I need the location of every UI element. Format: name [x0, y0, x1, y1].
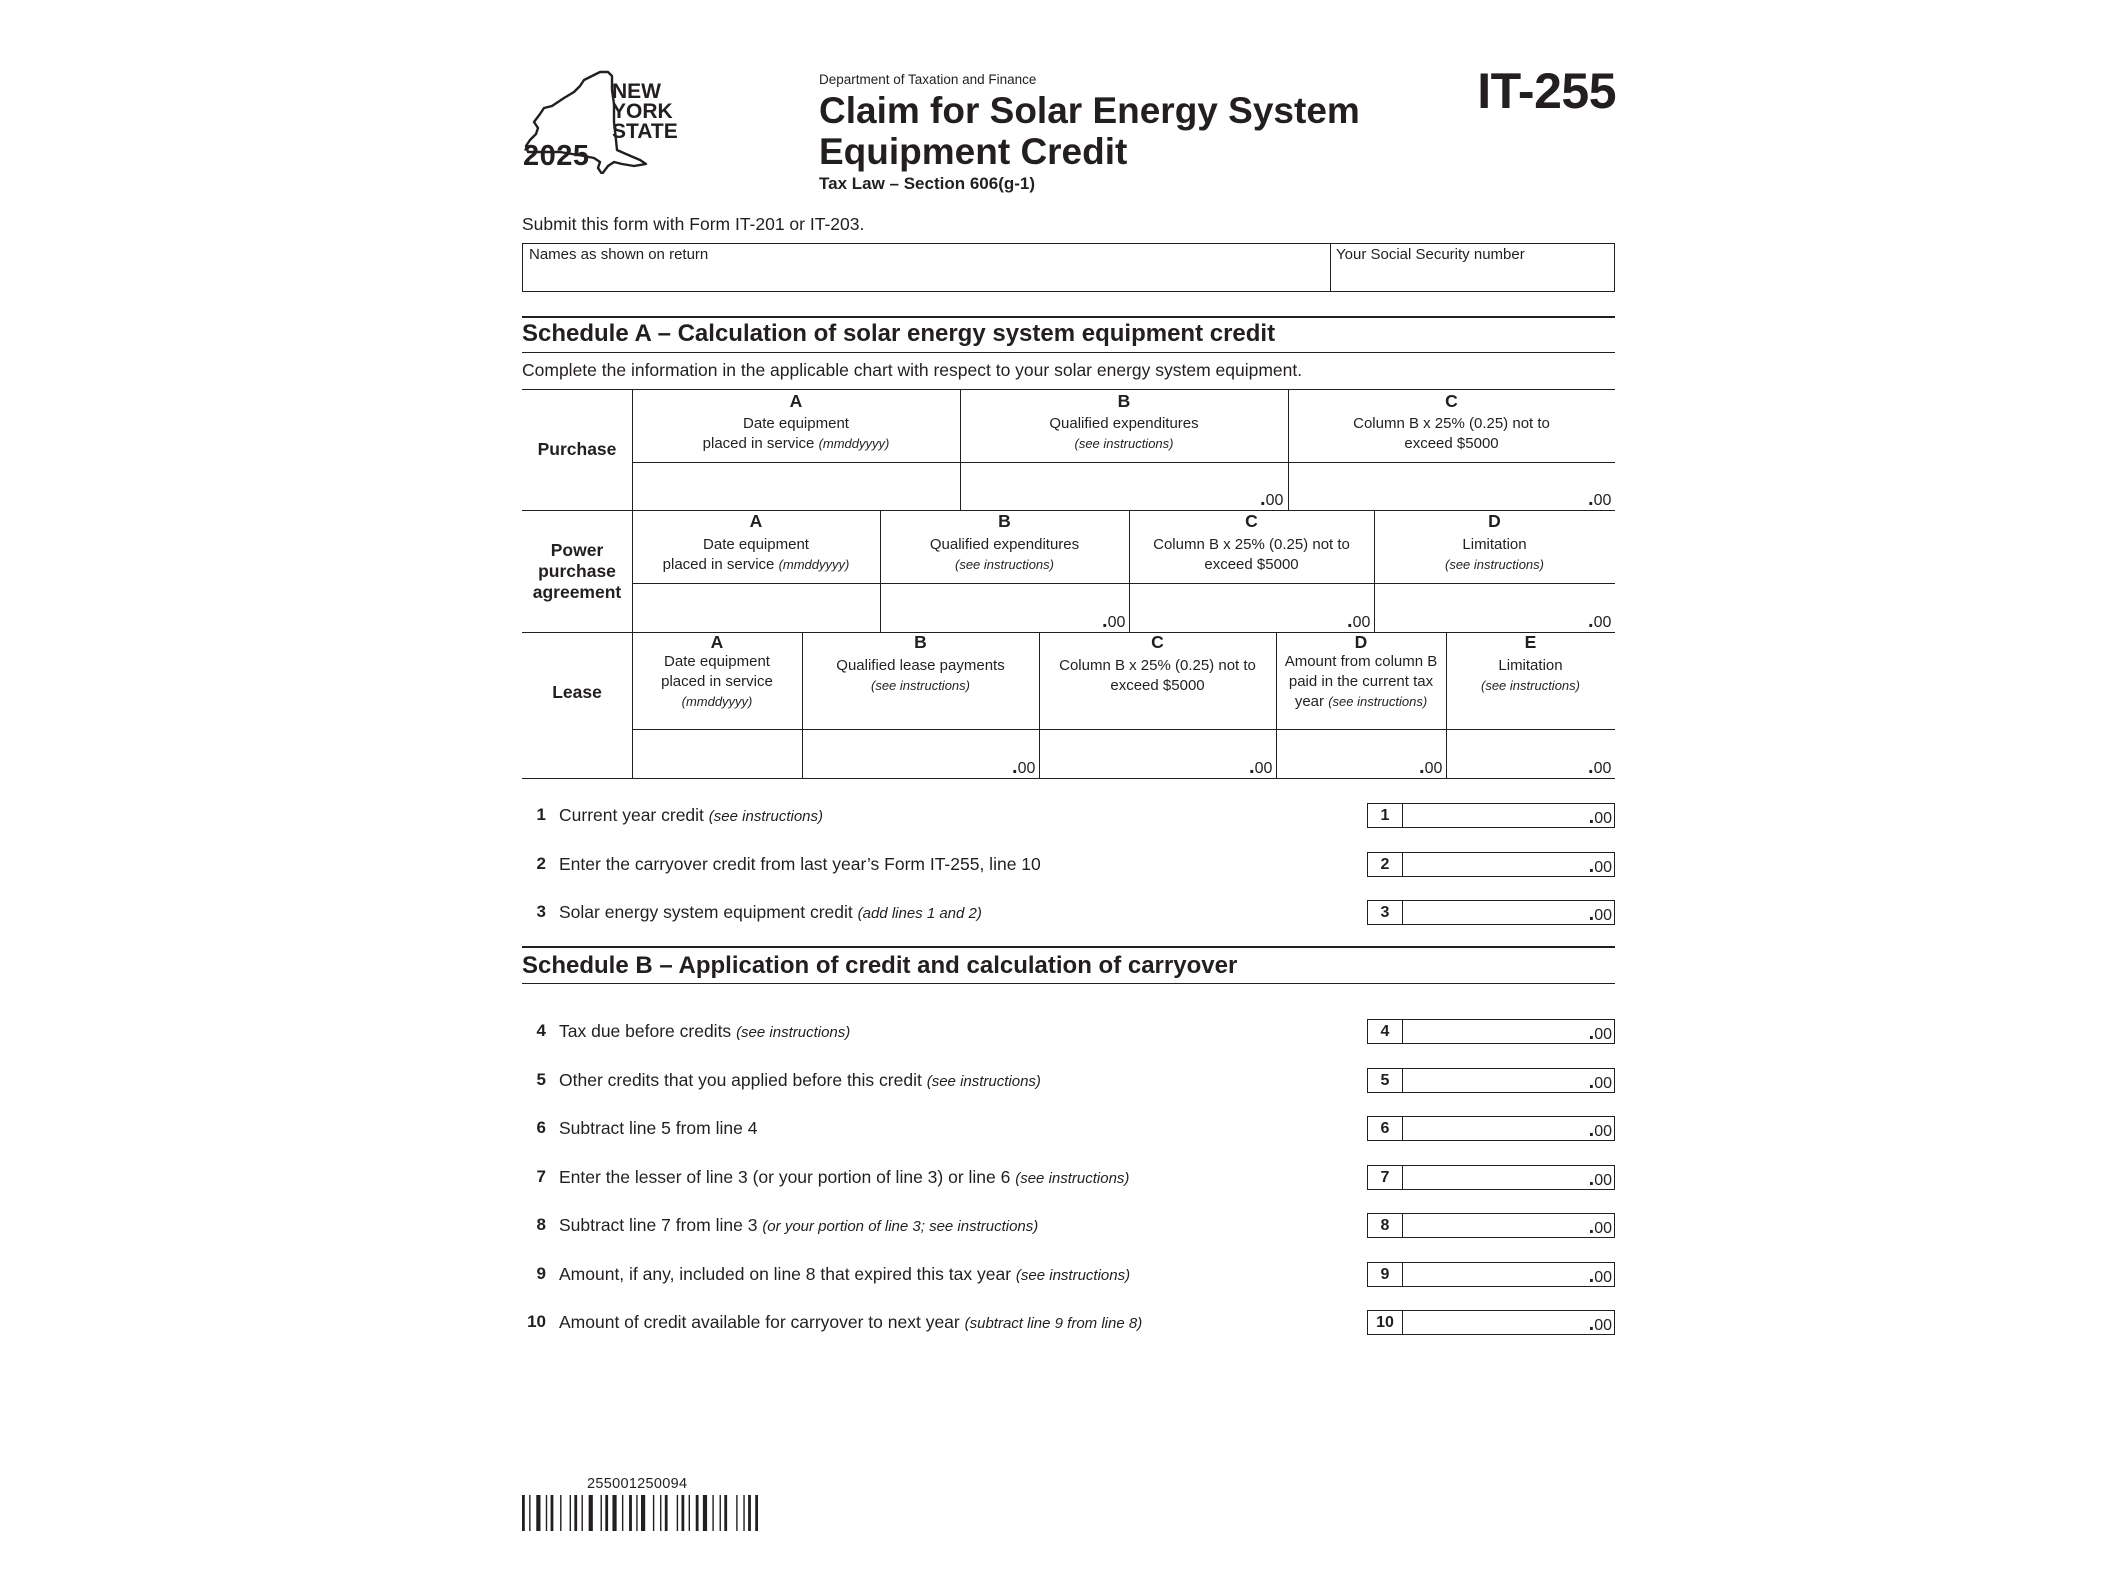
line-note: (see instructions) [1015, 1169, 1130, 1187]
line-text: Amount of credit available for carryover to next year [559, 1312, 960, 1332]
lease-d-cents: .00 [1419, 756, 1443, 778]
line-number: 2 [536, 853, 546, 873]
col-note: (mmddyyyy) [778, 557, 850, 572]
col-letter: B [914, 632, 927, 652]
amount-cents: .00 [1588, 1313, 1612, 1335]
col-note: (see instructions) [1445, 557, 1544, 572]
col-desc-2 [632, 555, 880, 575]
schedule-b-top-rule [522, 946, 1615, 948]
ppa-d-cents: .00 [1588, 610, 1612, 632]
barcode-bar [536, 1495, 540, 1531]
col-desc: Column B x 25% (0.25) not to [1353, 415, 1550, 432]
line-text: Amount, if any, included on line 8 that expired this tax year [559, 1263, 1012, 1284]
col-desc-2: paid in the current tax [1288, 673, 1434, 690]
line-text: Other credits that you applied before this credit [559, 1069, 922, 1090]
form-line-1 [522, 803, 1615, 829]
barcode-bar [736, 1495, 737, 1531]
department-name: Department of Taxation and Finance [819, 72, 1037, 87]
schedule-b-bottom-rule [522, 983, 1615, 984]
rule [522, 389, 1615, 390]
barcode-bar [605, 1495, 608, 1531]
cents-text: 00 [1265, 492, 1284, 509]
ppa-limitation-input[interactable] [1375, 584, 1615, 632]
line-6-amount-input[interactable] [1367, 1116, 1615, 1141]
box-line-number: 2 [1368, 853, 1403, 876]
line-1-amount-input[interactable] [1367, 803, 1615, 828]
col-desc: Qualified lease payments [836, 657, 1005, 674]
ppa-col-b-head [880, 512, 1129, 575]
col-desc-2: exceed $5000 [1110, 677, 1205, 694]
barcode-bar [629, 1495, 632, 1531]
col-desc-2 [632, 434, 960, 454]
col-desc-3-text: year [1294, 693, 1325, 710]
state-name [612, 82, 678, 142]
barcode-bar [641, 1495, 645, 1531]
schedule-b-title: Schedule B – Application of credit and calculation of carryover [522, 952, 1238, 979]
col-letter: A [749, 511, 763, 531]
purchase-date-input[interactable] [633, 463, 960, 510]
state-word-new: NEW [612, 80, 661, 103]
form-line-6 [522, 1116, 1615, 1142]
line-text: Solar energy system equipment credit [559, 902, 853, 922]
barcode-bar [622, 1495, 623, 1531]
line-note: (see instructions) [736, 1024, 851, 1041]
col-desc-2 [1374, 555, 1615, 575]
col-letter: D [1354, 632, 1368, 652]
barcode-bar [529, 1495, 530, 1531]
barcode-bar [636, 1495, 637, 1531]
submit-note: Submit this form with Form IT-201 or IT-203. [522, 214, 865, 234]
line-note: (see instructions) [926, 1072, 1041, 1090]
col-note: (see instructions) [955, 557, 1054, 572]
form-line-7 [522, 1165, 1615, 1191]
line-text: Current year credit [559, 805, 704, 825]
barcode-bar [748, 1495, 751, 1531]
ppa-col-d-head [1374, 512, 1615, 575]
line-text: Tax due before credits [559, 1021, 732, 1041]
col-letter: A [710, 632, 724, 652]
ppa-label-1: Power [550, 540, 604, 560]
ppa-date-input[interactable] [633, 584, 880, 632]
barcode-bar [660, 1495, 661, 1531]
barcode-bar [677, 1495, 678, 1531]
barcode-bar [570, 1495, 571, 1531]
barcode-bar [522, 1495, 525, 1531]
line-4-amount-input[interactable] [1367, 1019, 1615, 1044]
amount-cents: .00 [1588, 854, 1612, 877]
line-text: Enter the carryover credit from last year’s Form IT-255, line 10 [559, 853, 1041, 874]
box-line-number: 5 [1368, 1069, 1403, 1092]
col-desc-2-text: placed in service [702, 435, 815, 452]
col-desc: Limitation [1462, 536, 1527, 553]
cents-text: 00 [1107, 614, 1126, 631]
line-number: 10 [527, 1312, 546, 1331]
box-line-number: 6 [1368, 1117, 1403, 1140]
lease-label: Lease [552, 682, 602, 702]
purchase-col-c-head [1288, 392, 1615, 454]
line-7-amount-input[interactable] [1367, 1165, 1615, 1190]
form-line-3 [522, 900, 1615, 926]
form-line-2 [522, 852, 1615, 878]
col-note: (see instructions) [871, 678, 970, 693]
ppa-expenditures-input[interactable] [881, 584, 1129, 632]
cents-text: 00 [1352, 614, 1371, 631]
line-number: 3 [536, 902, 546, 921]
col-desc-2 [960, 434, 1288, 454]
line-note: (see instructions) [1015, 1266, 1131, 1284]
form-line-8 [522, 1213, 1615, 1239]
col-note: (see instructions) [1074, 436, 1174, 451]
col-desc-2-text: placed in service [662, 556, 775, 573]
barcode-bar [665, 1495, 668, 1531]
box-line-number: 1 [1368, 804, 1403, 827]
box-line-number: 7 [1368, 1166, 1403, 1189]
col-desc: Amount from column B [1284, 653, 1438, 670]
col-desc: Qualified expenditures [929, 536, 1080, 553]
barcode-bar [712, 1495, 713, 1531]
schedule-a-top-rule [522, 316, 1615, 318]
barcode-bar [755, 1495, 758, 1531]
box-line-number: 8 [1368, 1214, 1403, 1237]
cents-text: 00 [1593, 760, 1612, 777]
lease-c-cents: .00 [1249, 756, 1273, 778]
amount-cents: .00 [1588, 1264, 1612, 1287]
line-8-amount-input[interactable] [1367, 1213, 1615, 1238]
barcode-bar [696, 1495, 699, 1531]
col-desc: Qualified expenditures [1049, 415, 1199, 432]
barcode-bar [681, 1495, 684, 1531]
lease-credit-input[interactable] [1040, 730, 1276, 778]
col-desc-2 [802, 676, 1039, 696]
line-number: 4 [536, 1021, 546, 1040]
box-line-number: 4 [1368, 1020, 1403, 1043]
ppa-col-a-head [632, 512, 880, 575]
amount-cents: .00 [1588, 806, 1612, 828]
barcode-bar [724, 1495, 727, 1531]
line-number: 8 [536, 1215, 546, 1234]
barcode-bar [574, 1495, 577, 1531]
cents-text: 00 [1017, 760, 1036, 777]
col-desc-2: exceed $5000 [1204, 556, 1299, 573]
barcode-bar [653, 1495, 654, 1531]
amount-cents: .00 [1588, 1022, 1612, 1044]
ppa-label [522, 540, 632, 603]
form-line-4 [522, 1019, 1615, 1045]
form-line-5 [522, 1068, 1615, 1094]
col-note: (mmddyyyy) [681, 694, 753, 709]
form-year: 2025 [523, 140, 590, 172]
form-number: IT-255 [1477, 63, 1616, 119]
state-word-state: STATE [612, 120, 678, 143]
col-note: (see instructions) [1328, 694, 1428, 709]
col-letter: D [1488, 511, 1501, 531]
col-desc-2: placed in service [661, 673, 773, 690]
lease-e-cents: .00 [1588, 756, 1612, 778]
cents-text: 00 [1424, 760, 1443, 777]
ppa-c-cents: .00 [1347, 610, 1371, 632]
col-desc-2 [880, 555, 1129, 575]
purchase-table [522, 389, 1615, 511]
line-text: Subtract line 7 from line 3 [559, 1215, 758, 1235]
line-note: (or your portion of line 3; see instructions) [762, 1218, 1039, 1235]
col-letter: B [998, 511, 1011, 531]
ppa-table [522, 510, 1615, 633]
col-desc-3 [632, 692, 802, 712]
barcode-bar [560, 1495, 561, 1531]
ssn-field[interactable]: Your Social Security number [1336, 246, 1525, 263]
line-2-amount-input[interactable] [1367, 852, 1615, 877]
barcode-icon [522, 1495, 758, 1531]
barcode-bar [703, 1495, 707, 1531]
form-line-9 [522, 1262, 1615, 1288]
col-desc-2: exceed $5000 [1404, 435, 1499, 452]
names-field[interactable]: Names as shown on return [529, 246, 709, 263]
col-desc: Limitation [1498, 657, 1563, 674]
barcode-bar [582, 1495, 583, 1531]
lease-col-c-head [1039, 633, 1276, 696]
purchase-expenditures-input[interactable] [961, 463, 1288, 510]
purchase-col-a-head [632, 392, 960, 454]
lease-col-b-head [802, 633, 1039, 696]
amount-cents: .00 [1588, 1119, 1612, 1141]
col-note: (mmddyyyy) [818, 436, 890, 451]
box-line-number: 3 [1368, 901, 1403, 924]
line-number: 6 [536, 1118, 546, 1137]
amount-cents: .00 [1588, 903, 1612, 925]
schedule-a-bottom-rule [522, 352, 1615, 353]
purchase-b-cents: .00 [1260, 488, 1284, 510]
line-number: 5 [536, 1069, 546, 1089]
col-letter: B [1117, 391, 1131, 411]
box-line-number: 9 [1368, 1263, 1403, 1286]
lease-col-a-head [632, 633, 802, 712]
lease-table [522, 632, 1615, 779]
col-letter: C [1151, 632, 1164, 652]
cents-text: 00 [1593, 492, 1612, 509]
purchase-credit-input[interactable] [1289, 463, 1615, 510]
barcode-bar [612, 1495, 616, 1531]
form-title-line-1: Claim for Solar Energy System [819, 90, 1360, 131]
cents-text: 00 [1593, 614, 1612, 631]
purchase-col-b-head [960, 392, 1288, 454]
col-desc: Column B x 25% (0.25) not to [1059, 657, 1256, 674]
col-desc: Column B x 25% (0.25) not to [1153, 536, 1350, 553]
col-letter: E [1524, 632, 1537, 652]
box-line-number: 10 [1368, 1311, 1403, 1334]
line-note: (subtract line 9 from line 8) [964, 1315, 1143, 1332]
barcode-bar [589, 1495, 593, 1531]
col-letter: C [1245, 511, 1258, 531]
ppa-label-2: purchase [538, 561, 616, 581]
lease-payments-input[interactable] [803, 730, 1039, 778]
tax-law-reference: Tax Law – Section 606(g-1) [819, 174, 1036, 193]
form-title-line-2: Equipment Credit [819, 131, 1128, 172]
taxpayer-info-box [522, 243, 1615, 292]
col-letter: C [1445, 391, 1458, 411]
line-text: Subtract line 5 from line 4 [559, 1118, 758, 1138]
purchase-label: Purchase [537, 439, 617, 459]
lease-b-cents: .00 [1012, 756, 1036, 778]
form-line-10 [522, 1310, 1615, 1336]
col-desc-2 [1446, 676, 1615, 696]
col-desc-3 [1276, 692, 1446, 712]
purchase-c-cents: .00 [1588, 488, 1612, 510]
barcode-bar [720, 1495, 721, 1531]
col-note: (see instructions) [1481, 678, 1580, 693]
barcode-bar [689, 1495, 690, 1531]
col-letter: A [789, 391, 803, 411]
cents-text: 00 [1254, 760, 1273, 777]
taxpayer-info-divider [1330, 244, 1331, 291]
amount-cents: .00 [1588, 1167, 1612, 1190]
lease-col-d-head [1276, 633, 1446, 712]
schedule-a-intro: Complete the information in the applicable chart with respect to your solar energy system equipment. [522, 360, 1303, 380]
schedule-a-title: Schedule A – Calculation of solar energy system equipment credit [522, 320, 1276, 347]
amount-cents: .00 [1588, 1216, 1612, 1238]
form-title [819, 90, 1379, 172]
line-9-amount-input[interactable] [1367, 1262, 1615, 1287]
ppa-label-3: agreement [532, 582, 622, 602]
line-note: (add lines 1 and 2) [857, 905, 982, 922]
line-number: 7 [536, 1166, 546, 1186]
barcode-bar [743, 1495, 744, 1531]
lease-col-e-head [1446, 633, 1615, 696]
line-3-amount-input[interactable] [1367, 900, 1615, 925]
barcode-number: 255001250094 [587, 1476, 688, 1492]
lease-date-input[interactable] [633, 730, 802, 778]
line-5-amount-input[interactable] [1367, 1068, 1615, 1093]
col-desc: Date equipment [743, 415, 849, 432]
line-10-amount-input[interactable] [1367, 1310, 1615, 1335]
barcode-bar [546, 1495, 547, 1531]
line-number: 9 [536, 1263, 546, 1283]
barcode-bar [551, 1495, 554, 1531]
ppa-b-cents: .00 [1102, 610, 1126, 632]
ppa-credit-input[interactable] [1130, 584, 1374, 632]
ppa-col-c-head [1129, 512, 1374, 575]
state-word-york: YORK [612, 100, 673, 123]
line-text: Enter the lesser of line 3 (or your portion of line 3) or line 6 [559, 1166, 1011, 1187]
barcode-bar [601, 1495, 602, 1531]
line-note: (see instructions) [708, 808, 824, 825]
amount-cents: .00 [1588, 1070, 1612, 1093]
line-number: 1 [536, 805, 546, 824]
col-desc: Date equipment [703, 536, 809, 553]
rule [522, 778, 1615, 779]
col-desc: Date equipment [664, 653, 770, 670]
